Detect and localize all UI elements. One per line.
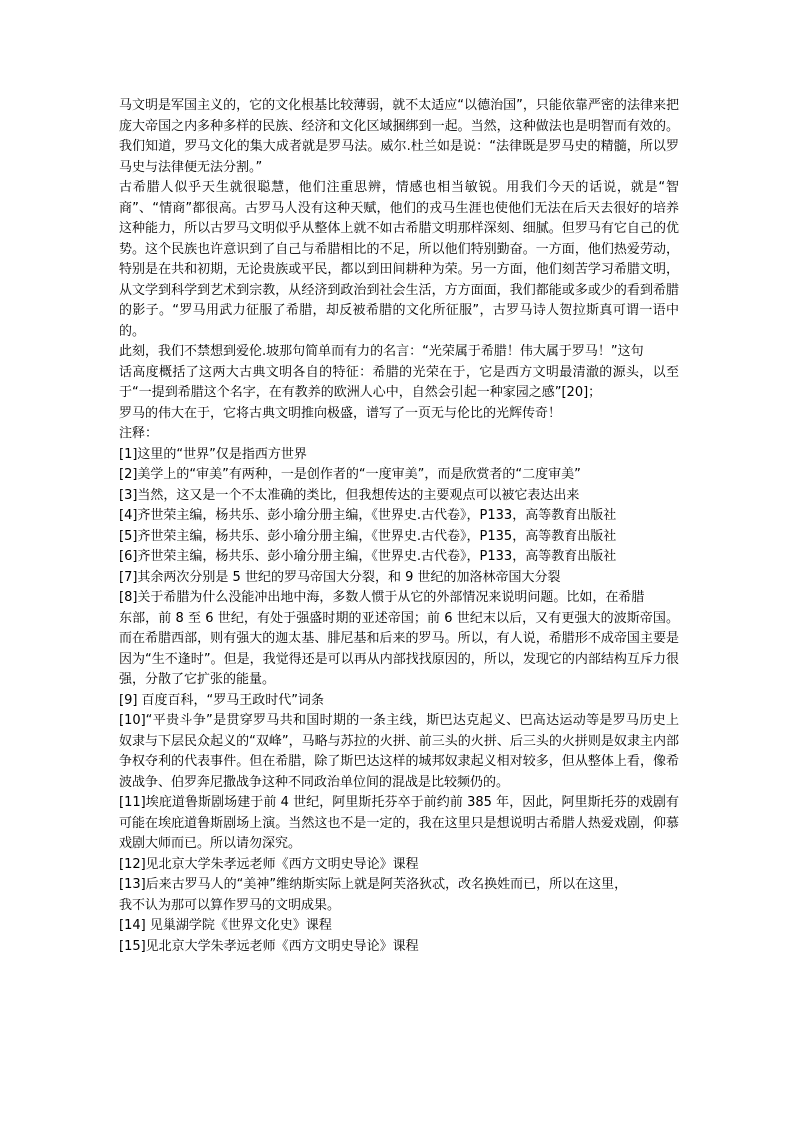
paragraph-greek-glory: 话高度概括了这两大古典文明各自的特征：希腊的光荣在于，它是西方文明最清澈的源头，以至于“一提到希腊这个名字，在有教养的欧洲人心中，自然会引起一种家园之感”[20]；: [119, 364, 679, 400]
note-8-continued: 东部，前 8 至 6 世纪，有处于强盛时期的亚述帝国；前 6 世纪末以后，又有更强大的波斯帝国。而在希腊西部，则有强大的迦太基、腓尼基和后来的罗马。所以，有人说，希腊形不成帝国主要是因为“生不逢时”。但是，我觉得还是可以再从内部找找原因的，所以，发现它的内部结构互斥力很强，分散了它扩张的能量。: [119, 610, 679, 687]
note-2: [2]美学上的“审美”有两种，一是创作者的“一度审美”，而是欣赏者的“二度审美”: [119, 467, 581, 482]
note-8: [8]关于希腊为什么没能冲出地中海，多数人惯于从它的外部情况来说明问题。比如，在希腊: [119, 590, 645, 605]
note-9: [9] 百度百科，“罗马王政时代”词条: [119, 692, 325, 708]
note-13: [13]后来古罗马人的“美神”维纳斯实际上就是阿芙洛狄忒，改名换姓而已，所以在这里，: [119, 877, 628, 892]
note-6: [6]齐世荣主编，杨共乐、彭小瑜分册主编，《世界史.古代卷》，P133，高等教育出版社: [119, 549, 617, 564]
paragraph-greek-vs-roman: 古希腊人似乎天生就很聪慧，他们注重思辨，情感也相当敏锐。用我们今天的话说，就是“智商”、“情商”都很高。古罗马人没有这种天赋，他们的戎马生涯也使他们无法在后天去很好的培养这种能力，所以古罗马文明似乎从整体上就不如古希腊文明那样深刻、细腻。但罗马有它自己的优势。这个民族也许意识到了自己与希腊相比的不足，所以他们特别勤奋。一方面，他们热爱劳动，特别是在共和初期，无论贵族或平民，都以到田间耕种为荣。另一方面，他们刻苦学习希腊文明，从文学到科学到艺术到宗教，从经济到政治到社会生活，方方面面，我们都能或多或少的看到希腊的影子。“罗马用武力征服了希腊，却反被希腊的文化所征服”，古罗马诗人贺拉斯真可谓一语中的。: [119, 180, 679, 339]
note-11: [11]埃庇道鲁斯剧场建于前 4 世纪，阿里斯托芬卒于前约前 385 年，因此，阿里斯托芬的戏剧有可能在埃庇道鲁斯剧场上演。当然这也不是一定的，我在这里只是想说明古希腊人热爱戏剧，仰慕戏剧大师而已。所以请勿深究。: [119, 795, 679, 851]
notes-heading: 注释：: [119, 426, 159, 441]
paragraph-poe-quote: 此刻，我们不禁想到爱伦.坡那句简单而有力的名言：“光荣属于希腊！伟大属于罗马！”这句: [119, 344, 644, 359]
note-12: [12]见北京大学朱孝远老师《西方文明史导论》课程: [119, 856, 419, 872]
paragraph-roman-grandeur: 罗马的伟大在于，它将古典文明推向极盛，谱写了一页无与伦比的光辉传奇！: [119, 405, 562, 421]
note-1: [1]这里的“世界”仅是指西方世界: [119, 446, 307, 462]
note-5: [5]齐世荣主编，杨共乐、彭小瑜分册主编，《世界史.古代卷》，P135，高等教育出版社: [119, 528, 617, 544]
document-page: [119, 96, 679, 957]
note-14: [14] 见巢湖学院《世界文化史》课程: [119, 918, 332, 933]
note-7: [7]其余两次分别是 5 世纪的罗马帝国大分裂，和 9 世纪的加洛林帝国大分裂: [119, 569, 561, 585]
note-13-continued: 我不认为那可以算作罗马的文明成果。: [119, 897, 341, 913]
note-4: [4]齐世荣主编，杨共乐、彭小瑜分册主编，《世界史.古代卷》，P133，高等教育出版社: [119, 508, 617, 523]
note-15: [15]见北京大学朱孝远老师《西方文明史导论》课程: [119, 938, 419, 954]
note-10: [10]“平贵斗争”是贯穿罗马共和国时期的一条主线，斯巴达克起义、巴高达运动等是罗马历史上奴隶与下层民众起义的“双峰”，马略与苏拉的火拼、前三头的火拼、后三头的火拼则是奴隶主内部争权夺利的代表事件。但在希腊，除了斯巴达这样的城邦奴隶起义相对较多，但从整体上看，像希波战争、伯罗奔尼撒战争这种不同政治单位间的混战是比较频仍的。: [119, 713, 679, 790]
paragraph-roman-law: 马文明是军国主义的，它的文化根基比较薄弱，就不太适应“以德治国”，只能依靠严密的法律来把庞大帝国之内多种多样的民族、经济和文化区域捆绑到一起。当然，这种做法也是明智而有效的。我们知道，罗马文化的集大成者就是罗马法。威尔.杜兰如是说：“法律既是罗马史的精髓，所以罗马史与法律便无法分割。”: [119, 98, 679, 175]
note-3: [3]当然，这又是一个不太准确的类比，但我想传达的主要观点可以被它表达出来: [119, 487, 580, 503]
